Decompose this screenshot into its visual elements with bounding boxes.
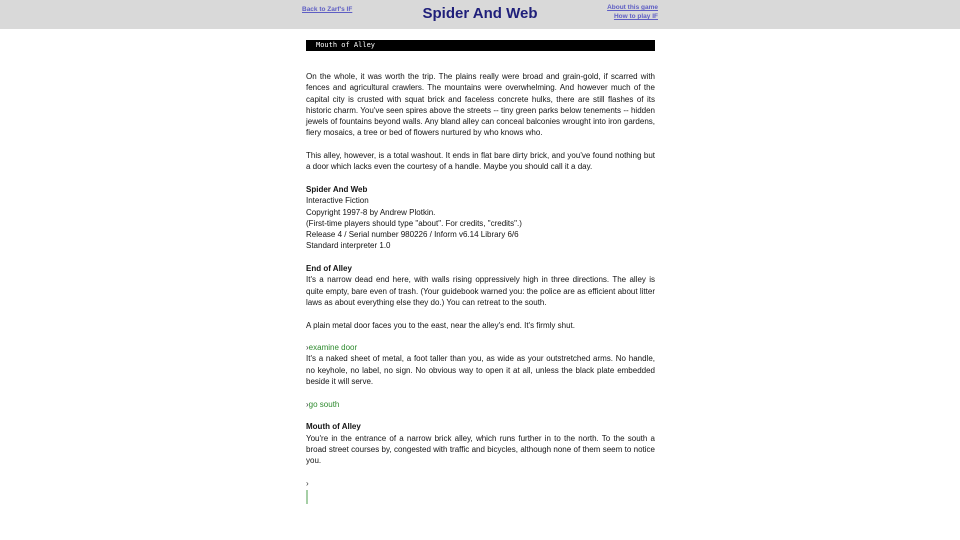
site-header: [0, 0, 960, 29]
banner-release: Release 4 / Serial number 980226 / Inform v6.14 Library 6/6: [306, 230, 519, 240]
story-paragraph: On the whole, it was worth the trip. The plains really were broad and grain-gold, if scarred with fences and agricultural crawlers. The mountains were overwhelming. And however much of the capital city is crusted with squat brick and faceless concrete hulks, there are still flashes of its historic charm. You've seen spires above the streets -- tiny green parks below tenements -- hidden jewels of fountains beyond walls. Any bland alley can conceal balconies wrought into iron gardens, fiery mosaics, a tree or bed of flowers nurtured by who knows who.: [306, 72, 655, 138]
prompt-character: ›: [306, 399, 309, 409]
command-block: [306, 342, 655, 387]
back-to-zarfs-if-link[interactable]: Back to Zarf's IF: [302, 6, 353, 13]
command-echo: [306, 342, 655, 353]
banner-subtitle: Interactive Fiction: [306, 196, 369, 206]
player-command: examine door: [308, 343, 358, 353]
banner-interpreter: Standard interpreter 1.0: [306, 241, 391, 251]
room-block: [306, 421, 655, 466]
about-this-game-link[interactable]: About this game: [607, 4, 658, 11]
story-paragraph: A plain metal door faces you to the east, near the alley's end. It's firmly shut.: [306, 320, 575, 330]
banner-game-title: Spider And Web: [306, 184, 368, 194]
command-echo: [306, 399, 655, 410]
story-paragraph: This alley, however, is a total washout. It ends in flat bare dirty brick, and you've found nothing but a door which lacks even the courtesy of a handle. Maybe you should call it a day.: [306, 151, 655, 172]
text-cursor[interactable]: [306, 490, 308, 504]
game-banner: [306, 184, 655, 252]
prompt-character: ›: [306, 478, 309, 488]
command-response: It's a naked sheet of metal, a foot taller than you, as wide as your outstretched arms. No handle, no keyhole, no label, no sign. No obvious way to open it at all, unless the black plate embedded beside it will serve.: [306, 354, 655, 387]
player-command: go south: [308, 399, 340, 409]
story-transcript: [306, 71, 655, 504]
room-name: Mouth of Alley: [306, 422, 361, 432]
status-room-name: Mouth of Alley: [316, 41, 376, 49]
how-to-play-if-link[interactable]: How to play IF: [613, 13, 658, 20]
header-links: [607, 3, 658, 21]
room-block: [306, 263, 655, 308]
room-description: You're in the entrance of a narrow brick alley, which runs further in to the north. To the south a broad street courses by, congested with traffic and bicycles, although none of them seem to notice you.: [306, 433, 655, 466]
room-name: End of Alley: [306, 264, 352, 274]
command-input-line[interactable]: [306, 478, 655, 504]
banner-hint: (First-time players should type "about". For credits, "credits".): [306, 218, 522, 228]
game-window: [306, 40, 655, 504]
status-bar: [306, 40, 655, 51]
page-title: Spider And Web: [422, 5, 538, 22]
prompt-character: ›: [306, 343, 309, 353]
room-description: It's a narrow dead end here, with walls rising oppressively high in three directions. The alley is quite empty, bare even of trash. (Your guidebook warned you: the police are as efficient about litter laws as about everything else they do.) You can retreat to the south.: [306, 275, 655, 307]
banner-copyright: Copyright 1997-8 by Andrew Plotkin.: [306, 207, 436, 217]
